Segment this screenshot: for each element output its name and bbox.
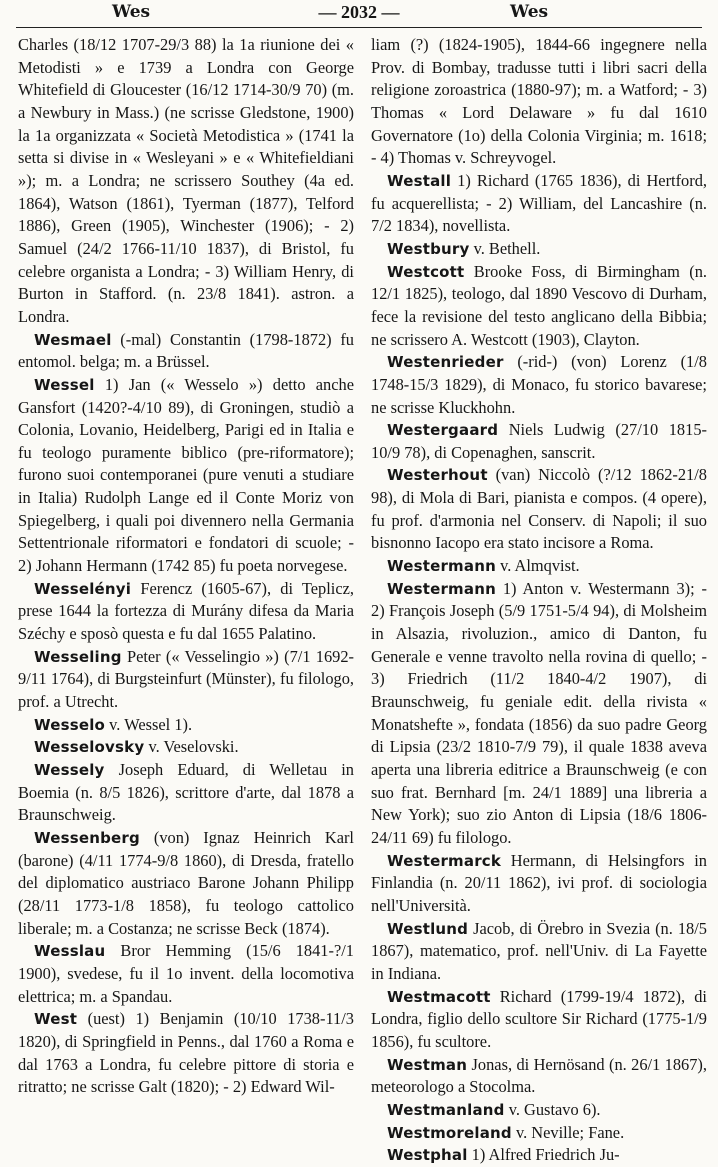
entry xyxy=(371,238,707,261)
entry xyxy=(18,759,354,827)
entry-headword: Wessely xyxy=(34,761,105,779)
entry-headword: Wesseling xyxy=(34,647,122,666)
entry-headword: Westmoreland xyxy=(387,1123,512,1142)
entry xyxy=(18,374,354,578)
entry-text: (uest) 1) Benjamin (10/10 1738-11/3 1820), di Springfield in Penns., dal 1760 a Roma e dal 1763 a Londra, fu celebre pittore di storia e ritratto; ne scrisse Galt (1820); - 2) Edward Wil- xyxy=(18,1009,354,1097)
entry-headword: Westcott xyxy=(387,262,465,281)
entry xyxy=(18,646,354,714)
entry xyxy=(371,850,707,918)
entry-headword: Wesselo xyxy=(34,715,106,734)
entry-headword: Wessel xyxy=(34,375,95,394)
entry-headword: Westbury xyxy=(387,239,470,258)
entry xyxy=(371,170,707,238)
entry-headword: Westphal xyxy=(387,1146,468,1165)
entry-text: Brooke Foss, di Birmingham (n. 12/1 1825), teologo, dal 1890 Vescovo di Durham, fece la revisione del testo anglicano della Bibbia; ne scrissero A. Westcott (1903), Clayton. xyxy=(371,261,707,349)
entry-headword: Westerhout xyxy=(387,466,488,485)
entry xyxy=(371,464,707,555)
running-header xyxy=(0,2,718,26)
entry-text: Jacob, di Örebro in Svezia (n. 18/5 1867), matematico, prof. nell'Univ. di La Fayette in Indiana. xyxy=(371,918,707,983)
entry-text: Richard (1799-19/4 1872), di Londra, figlio dello scultore Sir Richard (1775-1/9 1856), fu scultore. xyxy=(371,986,707,1051)
entry-headword: Westergaard xyxy=(387,421,499,440)
entry xyxy=(371,351,707,419)
entry-headword: Westall xyxy=(387,171,452,190)
entry xyxy=(371,555,707,578)
entry-text: Bror Hemming (15/6 1841-?/1 1900), svedese, fu il 1o invent. della locomotiva elettrica; m. a Spandau. xyxy=(18,941,354,1006)
entry-text: v. Veselovski. xyxy=(148,737,239,757)
entry-headword: Westmanland xyxy=(387,1100,505,1119)
entry-headword: West xyxy=(34,1010,78,1029)
entry-headword: Wesmael xyxy=(34,330,112,349)
entry xyxy=(18,736,354,759)
entry-headword: Wessenberg xyxy=(34,828,140,847)
entry-text: v. Wessel 1). xyxy=(109,714,193,734)
entry-text: 1) Anton v. Westermann 3); - 2) François Joseph (5/9 1751-5/4 94), di Molsheim in Alsazia, rivoluzion., amico di Danton, fu Generale e venne travolto nella rovina di quello; - 3) Friedrich (11/2 1840-4/2 1907), di Braunschweig, fu geniale edit. della rivista « Monatshefte », fondata (1856) da suo padre Georg di Lipsia (23/2 1810-7/9 79), il quale 1838 aveva aperta una libreria editrice a Braunschweig (e con suo frat. Bernhard [m. 24/1 1889] una libreria a New York); suo zio Anton di Lipsia (18/6 1806-24/11 69) fu filologo. xyxy=(371,578,707,847)
right-column xyxy=(371,34,707,1167)
entry-text: 1) Richard (1765 1836), di Hertford, fu acquerellista; - 2) William, del Lancashire (n. 7/2 1834), novellista. xyxy=(371,170,707,236)
entry xyxy=(18,1008,354,1099)
entry-text: Peter (« Vesselingio ») (7/1 1692-9/11 1764), di Burgsteinfurt (Münster), fu filologo, prof. a Utrecht. xyxy=(18,646,354,712)
entry-text: Jonas, di Hernösand (n. 26/1 1867), meteorologo a Stocolma. xyxy=(371,1054,707,1097)
entry xyxy=(18,940,354,1008)
entry-text: (-mal) Constantin (1798-1872) fu entomol. belga; m. a Brüssel. xyxy=(18,329,354,372)
entry-text: v. Neville; Fane. xyxy=(515,1122,625,1142)
entry xyxy=(371,986,707,1054)
entry-text: v. Bethell. xyxy=(473,238,541,258)
entry xyxy=(371,578,707,850)
entry-headword: Wesselényi xyxy=(34,579,132,598)
entry-text: Hermann, di Helsingfors in Finlandia (n. 20/11 1862), ivi prof. di sociologia nell'Università. xyxy=(371,850,707,915)
left-column xyxy=(18,34,354,1099)
header-left-guideword: Wes xyxy=(112,2,151,22)
header-rule xyxy=(16,27,702,28)
entry xyxy=(371,1054,707,1099)
entry-text: Charles (18/12 1707-29/3 88) la 1a riunione dei « Metodisti » e 1739 a Londra con George Whitefield di Gloucester (16/12 1714-30/9 70) (m. a Newbury in Mass.) (ne scrisse Gledstone, 1900) la 1a organizzata « Società Metodistica » (1741 la setta si divise in « Wesleyani » e « Whitefieldiani »); m. a Londra; ne scrissero Southey (4a ed. 1864), Watson (1861), Tyerman (1877), Telford 1886), Green (1905), Winchester (1906); - 2) Samuel (24/2 1766-11/10 1837), di Bristol, fu celebre organista a Londra; - 3) William Henry, di Burton in Stafford. (n. 23/8 1841). astron. a Londra. xyxy=(18,35,354,326)
entry xyxy=(371,261,707,352)
entry-headword: Westlund xyxy=(387,919,469,938)
entry-text: (von) Ignaz Heinrich Karl (barone) (4/11 1774-9/8 1860), di Dresda, fratello del diplomatico austriaco Barone Johann Philipp (28/11 1773-1/8 1858), fu teologo cattolico liberale; m. a Costanza; ne scrisse Beck (1874). xyxy=(18,827,354,938)
entry-continuation xyxy=(371,34,707,170)
entry xyxy=(371,1099,707,1122)
entry-text: (van) Niccolò (?/12 1862-21/8 98), di Mola di Bari, pianista e compos. (4 opere), fu prof. d'armonia nel Conserv. di Napoli; il suo bisnonno Iacopo era stato incisore a Roma. xyxy=(371,465,707,553)
entry-continuation xyxy=(18,34,354,329)
entry xyxy=(18,827,354,940)
entry-text: Ferencz (1605-67), di Teplicz, prese 1644 la fortezza di Murány difesa da Maria Széchy e sposò questa e fu dal 1655 Palatino. xyxy=(18,578,354,644)
entry xyxy=(18,578,354,646)
entry-text: (-rid-) (von) Lorenz (1/8 1748-15/3 1829), di Monaco, fu storico bavarese; ne scrisse Kluckhohn. xyxy=(371,352,707,417)
entry xyxy=(371,419,707,464)
entry-headword: Westmacott xyxy=(387,987,491,1006)
entry-headword: Westermarck xyxy=(387,851,502,870)
entry-headword: Westermann xyxy=(387,557,496,576)
header-right-guideword: Wes xyxy=(510,2,549,22)
entry xyxy=(18,714,354,737)
entry-headword: Wesselovsky xyxy=(34,738,145,757)
entry-text: Niels Ludwig (27/10 1815-10/9 78), di Copenaghen, sanscrit. xyxy=(371,420,707,462)
entry xyxy=(371,1144,707,1167)
entry-headword: Westermann xyxy=(387,579,496,598)
entry-text: liam (?) (1824-1905), 1844-66 ingegnere nella Prov. di Bombay, tradusse tutti i libri sacri della religione zoroastrica (1880-97); m. a Watford; - 3) Thomas « Lord Delaware » fu dal 1610 Governatore (1o) della Colonia Virginia; m. 1618; - 4) Thomas v. Schreyvogel. xyxy=(371,35,707,168)
entry-text: v. Gustavo 6). xyxy=(508,1099,601,1119)
entry-headword: Westenrieder xyxy=(387,353,504,372)
entry-headword: Westman xyxy=(387,1055,468,1074)
entry xyxy=(18,329,354,374)
entry xyxy=(371,918,707,986)
entry-headword: Wesslau xyxy=(34,942,106,961)
entry-text: 1) Jan (« Wesselo ») detto anche Gansfort (1420?-4/10 89), di Groningen, studiò a Colonia, Lovanio, Heidelberg, Parigi ed in Italia e fu teologo puramente biblico (pre-riformatore); furono suoi contemporanei (pure venuti a studiare in Italia) Rudolph Lange ed il Conte Moriz von Spiegelberg, i quali poi divennero nella Germania Settentrionale riformatori e fondatori di scuole; - 2) Johann Hermann (1742 85) fu poeta norvegese. xyxy=(18,374,354,576)
entry-text: 1) Alfred Friedrich Ju- xyxy=(471,1145,620,1165)
entry-text: Joseph Eduard, di Welletau in Boemia (n. 8/5 1826), scrittore d'arte, dal 1878 a Braunschweig. xyxy=(18,760,354,825)
entry-text: v. Almqvist. xyxy=(500,556,580,576)
page-number: — 2032 — xyxy=(318,2,400,22)
